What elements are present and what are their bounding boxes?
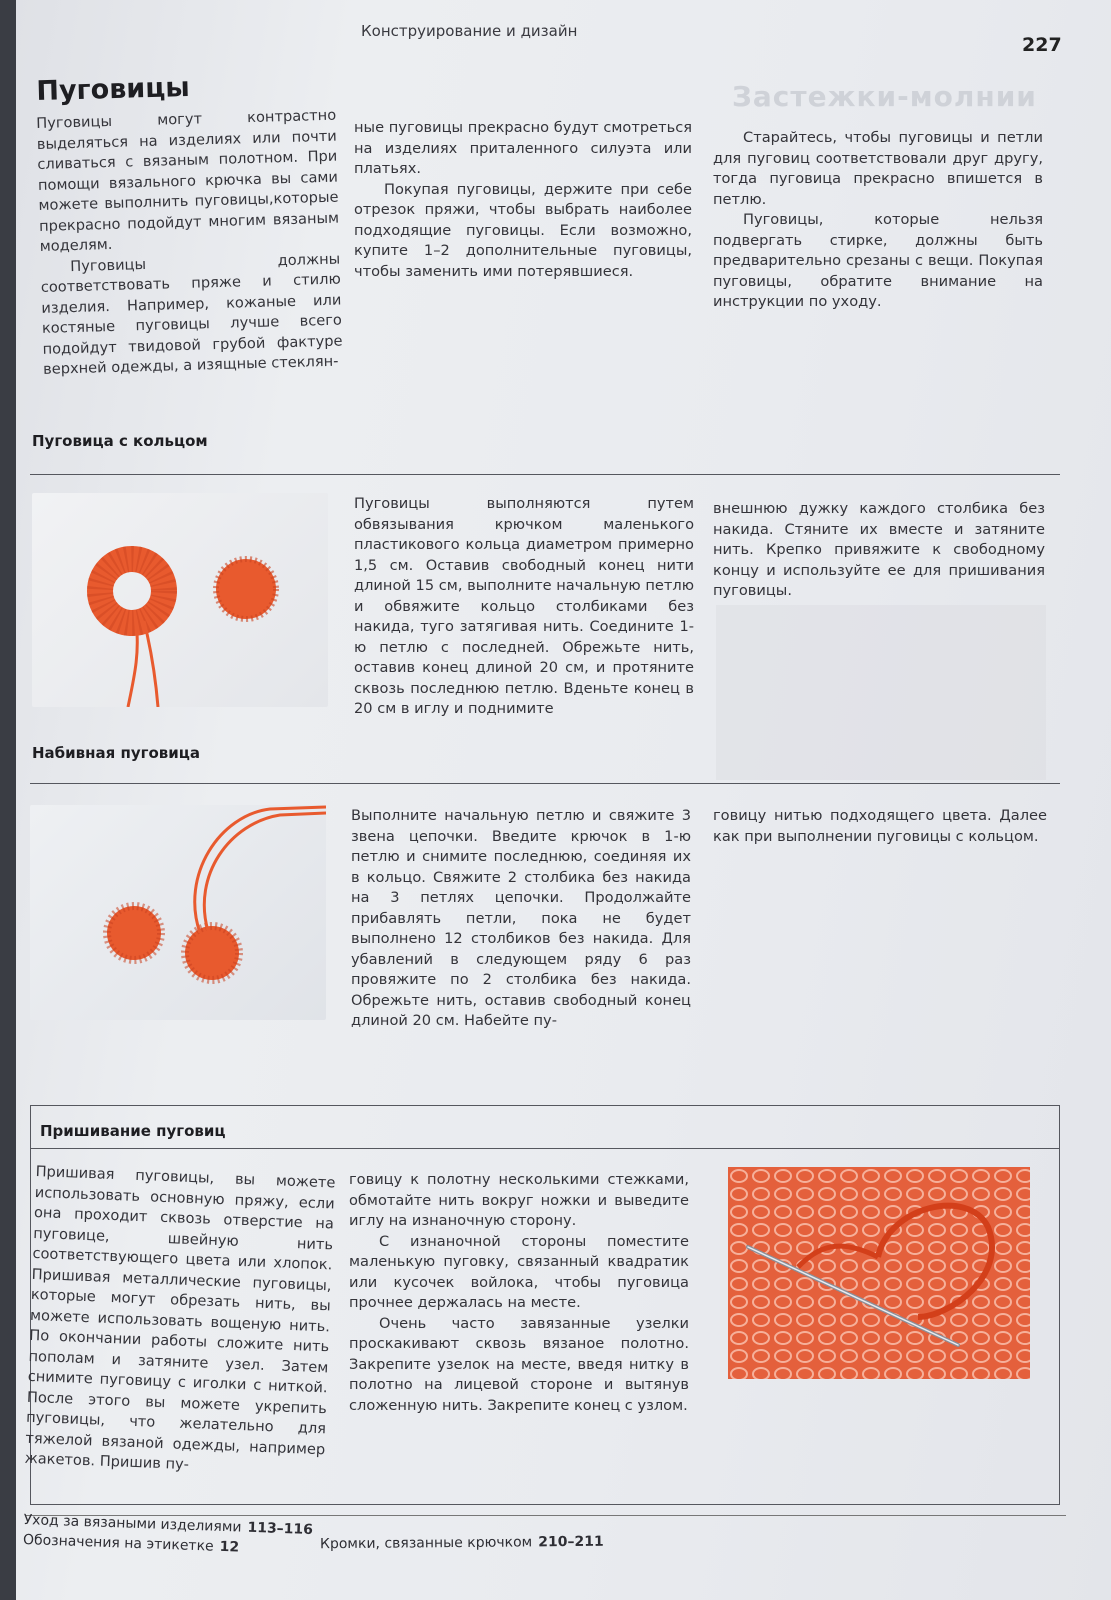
footer-ref-pages: 12: [219, 1538, 240, 1556]
book-page: [16, 0, 1111, 1600]
stuffed-button-illustration: [30, 805, 326, 1020]
footer-ref-edgings: [320, 1534, 604, 1552]
yarn-tail: [204, 813, 326, 931]
ring-button-text-col2: Пуговицы выполняются путем обвязывания крючком маленького пластикового кольца диаметром примерно 1,5 см. Оставив свободный конец нити длиной 15 см, выполните начальную петлю и обвяжите кольцо столбиками без накида, туго затягивая нить. Соедините 1-ю петлю с последней. Обрежьте нить, оставив конец длиной 20 см, и протяните сквозь последнюю петлю. Вденьте конец в 20 см в иглу и поднимите: [354, 495, 694, 717]
knitted-fabric-with-needle: [728, 1167, 1030, 1379]
intro-column-1: [36, 106, 343, 381]
intro-paragraph: Покупая пуговицы, держите при себе отрезок пряжи, чтобы выбрать наиболее подходящие пуговицы. Если возможно, купите 1–2 дополнительные пуговицы, чтобы заменить ими потерявшиеся.: [354, 180, 692, 280]
sewing-paragraph: Очень часто завязанные узелки проскакивают сквозь вязаное полотно. Закрепите узелок на месте, введя нитку в полотно на лицевой стороне и вытянув сложенную нить. Закрепите конец с узлом.: [349, 1314, 689, 1414]
yarn-tail: [144, 621, 158, 707]
footer-ref-text: Обозначения на этикетке: [22, 1531, 214, 1555]
sewing-paragraph: говицу к полотну несколькими стежками, обмотайте нить вокруг ножки и выведите иглу на изнаночную сторону.: [349, 1171, 689, 1229]
intro-column-3: [713, 128, 1043, 313]
running-head: Конструирование и дизайн: [361, 22, 578, 40]
intro-paragraph: ные пуговицы прекрасно будут смотреться на изделиях приталенного силуэта или платьях.: [354, 119, 692, 177]
ring-button-illustration: [32, 493, 328, 707]
page-number: 227: [1022, 34, 1062, 56]
section-rule: [30, 783, 1060, 784]
intro-column-2: [354, 118, 692, 282]
section-heading-stuffed-button: Набивная пуговица: [32, 744, 201, 762]
ring-button-text-col3: внешнюю дужку каждого столбика без накида. Стяните их вместе и затяните нить. Крепко привяжите к свободному концу и используйте ее для пришивания пуговицы.: [713, 500, 1045, 599]
footer-ref-pages: 113–116: [247, 1519, 314, 1539]
page-title: Пуговицы: [36, 71, 191, 107]
ring-button-photo: [32, 493, 328, 707]
stuffed-button-photo: [30, 805, 326, 1020]
sewing-text-col2: [349, 1170, 689, 1416]
sewing-text-col1: Пришивая пуговицы, вы можете использовать основную пряжу, если она проходит сквозь отверстие на пуговице, швейную нить соответствующего цвета или хлопок. Пришивая металлические пуговицы, которые могут обрезать нить, вы можете использовать вощеную нить. По окончании работы сложите нить пополам и затяните узел. Затем снимите пуговицу с иголки с ниткой. После этого вы можете укрепить пуговицы, что желательно для тяжелой вязаной одежды, например жакетов. Пришив пу-: [24, 1162, 336, 1474]
show-through-heading: Застежки-молнии: [732, 80, 1037, 113]
intro-paragraph: Пуговицы должны соответствовать пряже и стилю изделия. Например, кожаные или костяные пуговицы лучше всего подойдут твидовой грубой фактуре верхней одежды, а изящные стеклян-: [40, 250, 343, 378]
stuffed-button-text-col2: Выполните начальную петлю и свяжите 3 звена цепочки. Введите крючок в 1-ю петлю и снимите последнюю, соединяя их в кольцо. Свяжите 2 столбика без накида на 3 петлях цепочки. Продолжайте прибавлять петли, пока не будет выполнено 12 столбиков без накида. Для убавлений в следующем ряду 6 раз провяжите по 2 столбика без накида. Обрежьте нить, оставив свободный конец длиной 20 см. Набейте пу-: [351, 807, 691, 1029]
sewing-photo: [728, 1167, 1030, 1379]
intro-paragraph: Старайтесь, чтобы пуговицы и петли для пуговиц соответствовали друг другу, тогда пуговица прекрасно впишется в петлю.: [713, 129, 1043, 208]
footer-ref-text: Уход за вязаными изделиями: [23, 1511, 242, 1536]
sewing-paragraph: С изнаночной стороны поместите маленькую пуговку, связанный квадратик или кусочек войлока, чтобы пуговица прочнее держалась на месте.: [349, 1232, 689, 1311]
stuffed-button-text-col3: говицу нитью подходящего цвета. Далее как при выполнении пуговицы с кольцом.: [713, 807, 1047, 845]
footer-ref-pages: 210–211: [538, 1533, 604, 1551]
yarn-tail: [195, 807, 326, 933]
section-heading-sewing: Пришивание пуговиц: [40, 1122, 226, 1140]
section-heading-ring-button: Пуговица с кольцом: [32, 432, 208, 450]
section-rule: [30, 474, 1060, 475]
show-through-photo: [716, 605, 1046, 780]
intro-paragraph: Пуговицы могут контрастно выделяться на изделиях или почти сливаться с вязаным полотном. При помощи вязального крючка вы сами можете выполнить пуговицы,которые прекрасно подойдут многим вязаным моделям.: [36, 106, 340, 255]
intro-paragraph: Пуговицы, которые нельзя подвергать стирке, должны быть предварительно срезаны с вещи. Покупая пуговицы, обратите внимание на инструкции по уходу.: [713, 211, 1043, 310]
section-rule: [30, 1148, 1060, 1149]
footer-ref-text: Кромки, связанные крючком: [319, 1534, 533, 1553]
footer-cross-references: [23, 1510, 314, 1560]
